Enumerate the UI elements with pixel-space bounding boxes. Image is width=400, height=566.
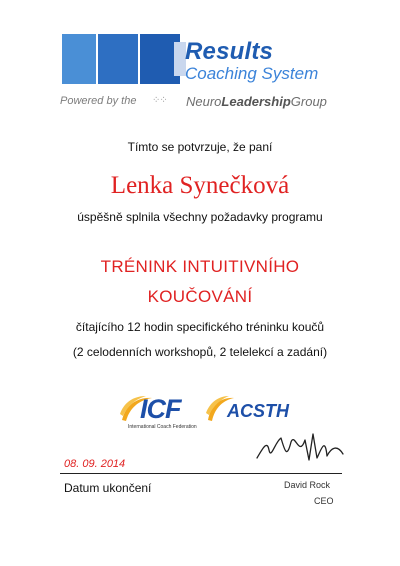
- brand-name: Results: [185, 38, 274, 65]
- icf-wordmark: ICF: [140, 394, 181, 424]
- partner-suffix: Group: [290, 94, 327, 109]
- hours-text: čítajícího 12 hodin specifického tréninku koučů: [75, 320, 325, 334]
- acsth-wordmark: ACSTH: [227, 401, 289, 421]
- completion-date: 08. 09. 2014: [64, 458, 126, 470]
- icf-logo: [118, 392, 200, 432]
- signer-name: David Rock: [284, 480, 331, 490]
- program-title-line-2: KOUČOVÁNÍ: [147, 287, 253, 306]
- confirmation-text: Tímto se potvrzuje, že paní: [127, 140, 273, 154]
- requirement-text: úspěšně splnila všechny požadavky programu: [77, 210, 323, 224]
- neuroleadership-dots-icon: ⁘⁘: [152, 95, 167, 106]
- logo-block-2: [98, 34, 138, 84]
- partner-mid: Leadership: [221, 94, 291, 109]
- program-title-line-1: TRÉNINK INTUITIVNÍHO: [100, 257, 300, 276]
- powered-by-label: Powered by the: [60, 95, 137, 107]
- brand-subtitle: Coaching System: [185, 64, 319, 83]
- detail-text: (2 celodenních workshopů, 2 telelekcí a zadání): [72, 345, 328, 359]
- signature-image: [255, 428, 345, 468]
- recipient-name: Lenka Synečková: [110, 172, 290, 199]
- icf-subtitle: International Coach Federation: [128, 424, 197, 430]
- signer-role: CEO: [314, 496, 334, 506]
- partner-prefix: Neuro: [186, 94, 222, 109]
- results-coaching-logo: [60, 34, 350, 120]
- acsth-logo: [205, 392, 295, 428]
- signature-divider: [60, 473, 342, 474]
- neuroleadership-group-logo: [186, 94, 327, 109]
- date-label: Datum ukončení: [64, 481, 152, 495]
- logo-block-1: [62, 34, 96, 84]
